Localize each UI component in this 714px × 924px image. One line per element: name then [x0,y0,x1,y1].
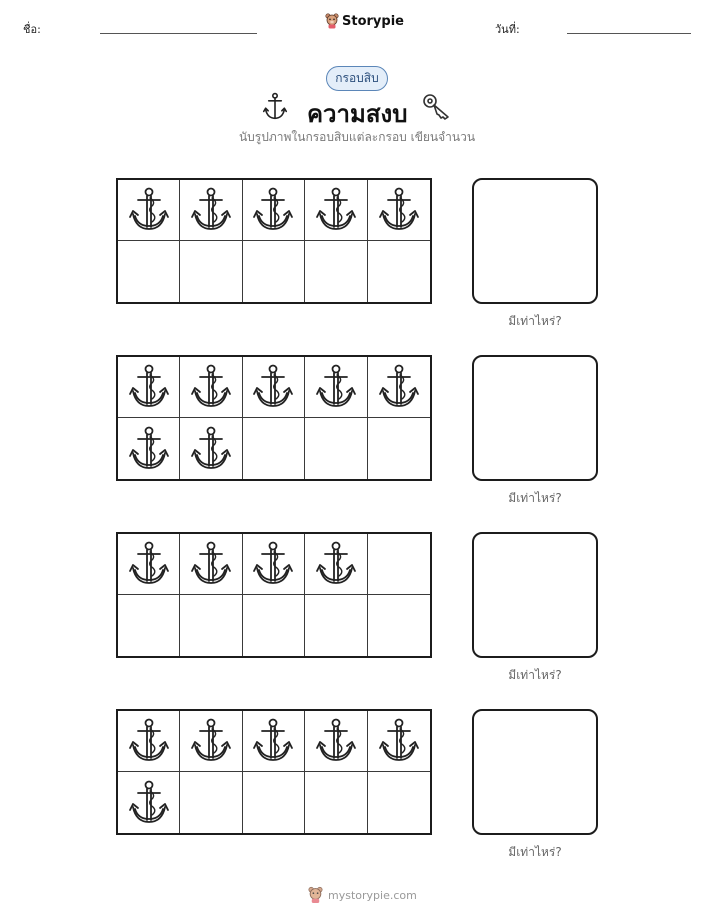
frame-cell [180,180,242,241]
frame-cell [368,241,430,302]
anchor-icon [315,363,357,411]
ten-frame [116,178,432,304]
frame-cell [305,711,367,772]
anchor-icon [378,186,420,234]
anchor-icon [252,186,294,234]
how-many-label: มีเท่าไหร่? [508,845,562,859]
name-label: ชื่อ: [23,23,41,36]
footer-site[interactable]: mystorypie.com [328,888,417,902]
frame-cell [243,534,305,595]
frame-cell [305,241,367,302]
ten-frame [116,709,432,835]
frame-cell [305,357,367,418]
worksheet-tag: กรอบสิบ [326,66,388,91]
anchor-icon [262,92,288,122]
anchor-icon [378,717,420,765]
anchor-icon [252,363,294,411]
answer-box[interactable] [472,355,598,481]
frame-cell [180,534,242,595]
bear-icon [308,886,323,904]
frame-cell [180,241,242,302]
how-many-label: มีเท่าไหร่? [508,668,562,682]
how-many-label: มีเท่าไหร่? [508,491,562,505]
frame-cell [180,357,242,418]
frame-cell [180,772,242,833]
ten-frame [116,355,432,481]
frame-cell [305,595,367,656]
answer-box[interactable] [472,532,598,658]
frame-cell [243,241,305,302]
frame-cell [368,772,430,833]
brand-name: Storypie [342,13,404,29]
how-many-label: มีเท่าไหร่? [508,314,562,328]
frame-cell [368,595,430,656]
frame-cell [368,534,430,595]
frame-cell [118,711,180,772]
answer-box[interactable] [472,709,598,835]
frame-cell [118,357,180,418]
frame-cell [305,534,367,595]
footer [308,886,417,904]
key-icon [422,93,452,121]
date-line[interactable] [567,33,691,34]
frame-cell [118,241,180,302]
anchor-icon [128,779,170,827]
date-label: วันที่: [495,23,520,36]
frame-cell [368,357,430,418]
anchor-icon [128,540,170,588]
frame-cell [180,418,242,479]
anchor-icon [315,540,357,588]
frame-cell [243,357,305,418]
ten-frame [116,532,432,658]
anchor-icon [128,186,170,234]
frame-cell [243,711,305,772]
page-title: ความสงบ [307,100,408,128]
anchor-icon [190,363,232,411]
brand-logo [325,13,404,29]
anchor-icon [190,186,232,234]
anchor-icon [190,425,232,473]
frame-cell [118,595,180,656]
frame-cell [243,595,305,656]
frame-cell [305,180,367,241]
frame-cell [305,418,367,479]
name-line[interactable] [100,33,257,34]
frame-cell [243,180,305,241]
frame-cell [118,534,180,595]
frame-cell [180,711,242,772]
frame-cell [243,772,305,833]
frame-cell [118,772,180,833]
anchor-icon [252,540,294,588]
frame-cell [368,418,430,479]
frame-cell [368,711,430,772]
frame-cell [180,595,242,656]
bear-icon [325,13,339,29]
anchor-icon [190,540,232,588]
answer-box[interactable] [472,178,598,304]
frame-cell [368,180,430,241]
anchor-icon [128,363,170,411]
frame-cell [118,180,180,241]
anchor-icon [190,717,232,765]
anchor-icon [315,717,357,765]
anchor-icon [252,717,294,765]
anchor-icon [128,717,170,765]
frame-cell [243,418,305,479]
anchor-icon [378,363,420,411]
anchor-icon [315,186,357,234]
instructions: นับรูปภาพในกรอบสิบแต่ละกรอบ เขียนจำนวน [238,130,476,144]
frame-cell [305,772,367,833]
anchor-icon [128,425,170,473]
frame-cell [118,418,180,479]
